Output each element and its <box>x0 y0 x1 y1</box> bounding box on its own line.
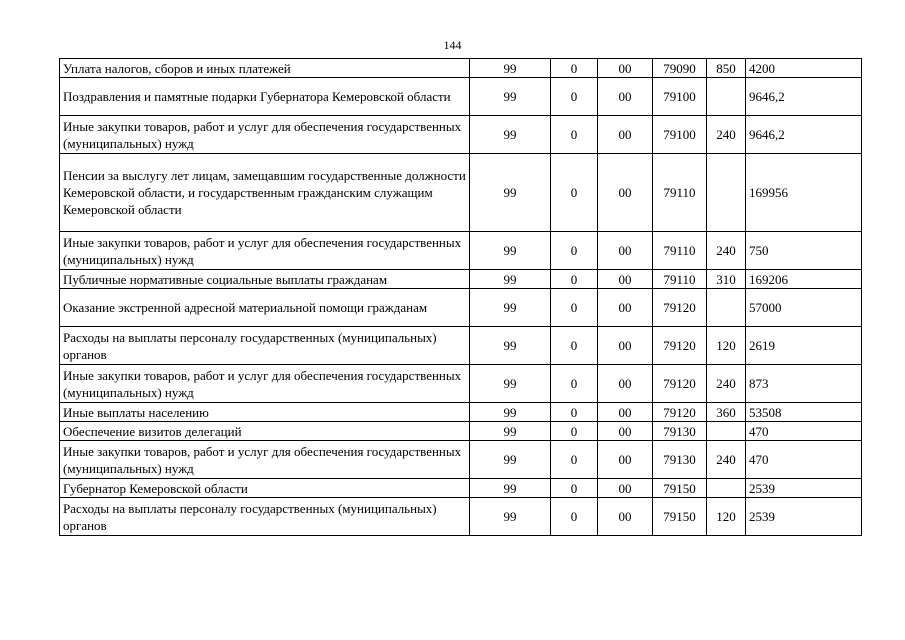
cell-code-4: 79100 <box>653 116 707 154</box>
row-name: Оказание экстренной адресной материальной помощи гражданам <box>60 289 470 327</box>
cell-code-5: 120 <box>707 327 746 365</box>
cell-code-3: 00 <box>598 498 653 536</box>
page-number: 144 <box>443 38 462 52</box>
cell-code-3: 00 <box>598 422 653 441</box>
cell-code-1: 99 <box>470 422 551 441</box>
table-row <box>60 422 862 441</box>
cell-code-5 <box>707 78 746 116</box>
cell-sum: 470 <box>746 422 862 441</box>
cell-code-5 <box>707 479 746 498</box>
row-name: Иные закупки товаров, работ и услуг для обеспечения государственных (муниципальных) нужд <box>60 365 470 403</box>
cell-sum: 9646,2 <box>746 78 862 116</box>
cell-code-2: 0 <box>551 479 598 498</box>
table-row <box>60 479 862 498</box>
table-row <box>60 441 862 479</box>
cell-code-4: 79150 <box>653 498 707 536</box>
cell-code-5: 850 <box>707 59 746 78</box>
cell-code-1: 99 <box>470 232 551 270</box>
row-name: Пенсии за выслугу лет лицам, замещавшим государственные должности Кемеровской области, и государственным гражданским служащим Кемеровской области <box>60 154 470 232</box>
cell-code-3: 00 <box>598 78 653 116</box>
cell-code-3: 00 <box>598 116 653 154</box>
table-row <box>60 116 862 154</box>
table-row <box>60 154 862 232</box>
row-name: Публичные нормативные социальные выплаты гражданам <box>60 270 470 289</box>
table-row <box>60 289 862 327</box>
table-row <box>60 270 862 289</box>
cell-code-4: 79150 <box>653 479 707 498</box>
cell-code-1: 99 <box>470 59 551 78</box>
cell-code-5 <box>707 154 746 232</box>
cell-code-1: 99 <box>470 270 551 289</box>
cell-code-4: 79110 <box>653 270 707 289</box>
cell-code-5: 360 <box>707 403 746 422</box>
cell-code-1: 99 <box>470 327 551 365</box>
cell-sum: 9646,2 <box>746 116 862 154</box>
cell-code-3: 00 <box>598 59 653 78</box>
cell-code-5 <box>707 289 746 327</box>
cell-code-5: 120 <box>707 498 746 536</box>
row-name: Обеспечение визитов делегаций <box>60 422 470 441</box>
cell-code-2: 0 <box>551 154 598 232</box>
row-name: Поздравления и памятные подарки Губернатора Кемеровской области <box>60 78 470 116</box>
cell-code-1: 99 <box>470 441 551 479</box>
cell-code-4: 79100 <box>653 78 707 116</box>
cell-sum: 169956 <box>746 154 862 232</box>
cell-code-2: 0 <box>551 78 598 116</box>
cell-code-4: 79120 <box>653 327 707 365</box>
cell-sum: 169206 <box>746 270 862 289</box>
cell-code-1: 99 <box>470 365 551 403</box>
row-name: Иные закупки товаров, работ и услуг для обеспечения государственных (муниципальных) нужд <box>60 116 470 154</box>
row-name: Уплата налогов, сборов и иных платежей <box>60 59 470 78</box>
cell-code-2: 0 <box>551 270 598 289</box>
table-row <box>60 59 862 78</box>
cell-code-5: 240 <box>707 116 746 154</box>
table-row <box>60 365 862 403</box>
cell-code-3: 00 <box>598 289 653 327</box>
table-row <box>60 327 862 365</box>
cell-code-1: 99 <box>470 78 551 116</box>
cell-code-3: 00 <box>598 479 653 498</box>
cell-sum: 2539 <box>746 498 862 536</box>
row-name: Иные закупки товаров, работ и услуг для обеспечения государственных (муниципальных) нужд <box>60 441 470 479</box>
cell-code-3: 00 <box>598 154 653 232</box>
cell-sum: 750 <box>746 232 862 270</box>
cell-code-2: 0 <box>551 498 598 536</box>
cell-code-2: 0 <box>551 403 598 422</box>
cell-code-5: 240 <box>707 365 746 403</box>
cell-code-2: 0 <box>551 232 598 270</box>
cell-sum: 4200 <box>746 59 862 78</box>
cell-code-4: 79130 <box>653 422 707 441</box>
cell-code-4: 79120 <box>653 403 707 422</box>
cell-code-1: 99 <box>470 498 551 536</box>
cell-code-3: 00 <box>598 327 653 365</box>
cell-code-3: 00 <box>598 403 653 422</box>
cell-code-2: 0 <box>551 422 598 441</box>
cell-code-2: 0 <box>551 289 598 327</box>
row-name: Губернатор Кемеровской области <box>60 479 470 498</box>
cell-code-4: 79130 <box>653 441 707 479</box>
cell-sum: 2619 <box>746 327 862 365</box>
cell-sum: 2539 <box>746 479 862 498</box>
cell-code-4: 79110 <box>653 232 707 270</box>
cell-code-4: 79110 <box>653 154 707 232</box>
cell-code-1: 99 <box>470 154 551 232</box>
cell-code-5: 240 <box>707 232 746 270</box>
table-row <box>60 403 862 422</box>
cell-code-5: 310 <box>707 270 746 289</box>
table-row <box>60 78 862 116</box>
budget-table <box>59 58 862 536</box>
cell-code-3: 00 <box>598 270 653 289</box>
cell-code-2: 0 <box>551 365 598 403</box>
row-name: Расходы на выплаты персоналу государственных (муниципальных) органов <box>60 498 470 536</box>
cell-code-2: 0 <box>551 59 598 78</box>
cell-sum: 873 <box>746 365 862 403</box>
cell-code-1: 99 <box>470 403 551 422</box>
table-row <box>60 498 862 536</box>
cell-code-2: 0 <box>551 441 598 479</box>
cell-code-3: 00 <box>598 365 653 403</box>
cell-code-2: 0 <box>551 116 598 154</box>
cell-code-1: 99 <box>470 116 551 154</box>
cell-code-3: 00 <box>598 441 653 479</box>
cell-code-5: 240 <box>707 441 746 479</box>
cell-code-4: 79090 <box>653 59 707 78</box>
cell-code-4: 79120 <box>653 289 707 327</box>
cell-code-1: 99 <box>470 289 551 327</box>
table-row <box>60 232 862 270</box>
cell-code-3: 00 <box>598 232 653 270</box>
cell-code-1: 99 <box>470 479 551 498</box>
row-name: Иные закупки товаров, работ и услуг для обеспечения государственных (муниципальных) нужд <box>60 232 470 270</box>
row-name: Иные выплаты населению <box>60 403 470 422</box>
cell-sum: 470 <box>746 441 862 479</box>
row-name: Расходы на выплаты персоналу государственных (муниципальных) органов <box>60 327 470 365</box>
cell-sum: 57000 <box>746 289 862 327</box>
cell-code-5 <box>707 422 746 441</box>
cell-sum: 53508 <box>746 403 862 422</box>
cell-code-2: 0 <box>551 327 598 365</box>
cell-code-4: 79120 <box>653 365 707 403</box>
